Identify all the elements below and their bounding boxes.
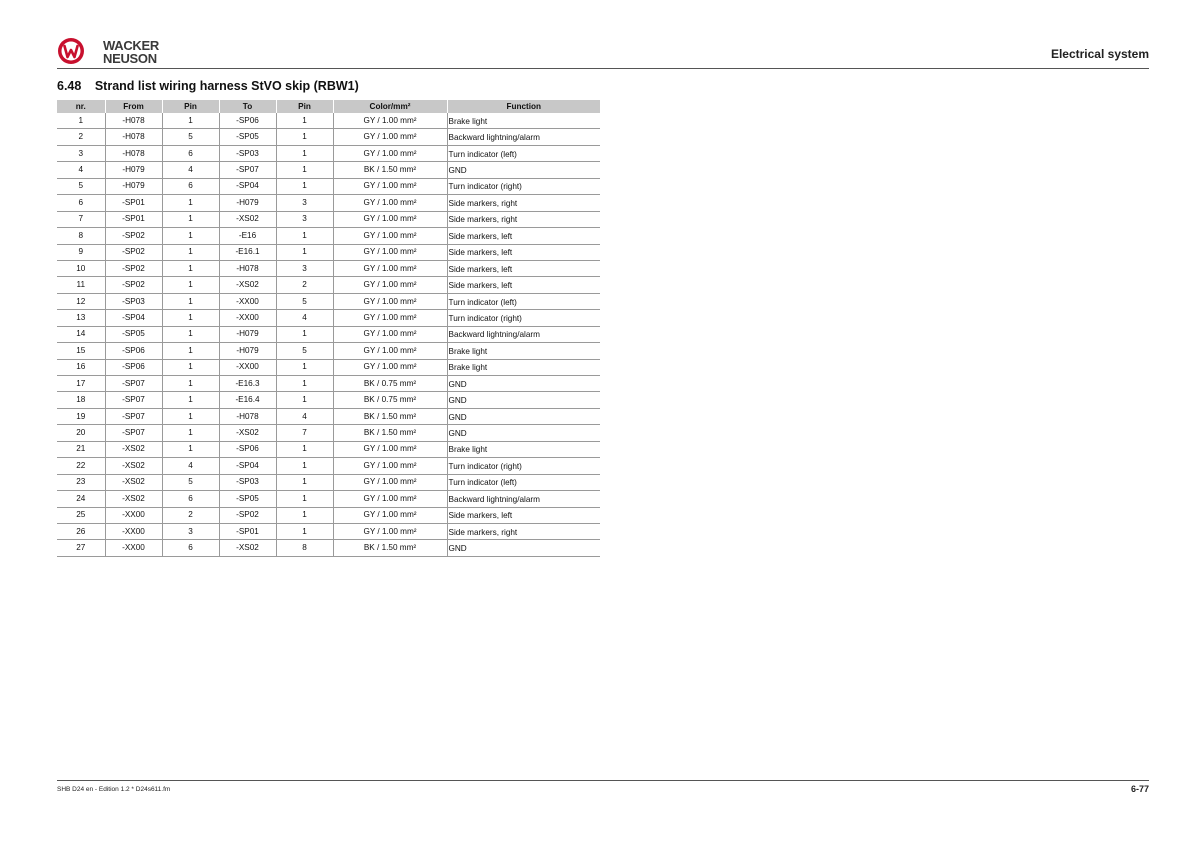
cell-function: Side markers, left: [447, 260, 600, 276]
table-row: [57, 293, 600, 309]
cell-to: -E16: [219, 228, 276, 244]
cell-from: -SP07: [105, 376, 162, 392]
cell-to: -XS02: [219, 211, 276, 227]
cell-function: Turn indicator (right): [447, 458, 600, 474]
cell-nr: 5: [57, 178, 105, 194]
cell-nr: 16: [57, 359, 105, 375]
cell-nr: 9: [57, 244, 105, 260]
cell-to-pin: 1: [276, 392, 333, 408]
heading-title: Strand list wiring harness StVO skip (RBW1): [94, 79, 359, 93]
cell-from-pin: 1: [162, 441, 219, 457]
cell-to-pin: 5: [276, 293, 333, 309]
cell-color: BK / 1.50 mm²: [333, 408, 447, 424]
cell-nr: 21: [57, 441, 105, 457]
cell-color: GY / 1.00 mm²: [333, 178, 447, 194]
cell-nr: 18: [57, 392, 105, 408]
cell-to: -XS02: [219, 540, 276, 556]
cell-function: Brake light: [447, 359, 600, 375]
cell-nr: 4: [57, 162, 105, 178]
table-row: [57, 162, 600, 178]
cell-to-pin: 1: [276, 145, 333, 161]
cell-color: GY / 1.00 mm²: [333, 310, 447, 326]
col-header-to: To: [219, 100, 276, 113]
table-row: [57, 228, 600, 244]
table-row: [57, 523, 600, 539]
cell-color: GY / 1.00 mm²: [333, 260, 447, 276]
cell-to-pin: 4: [276, 408, 333, 424]
cell-function: Side markers, left: [447, 244, 600, 260]
table-row: [57, 491, 600, 507]
cell-to-pin: 1: [276, 228, 333, 244]
cell-from-pin: 1: [162, 244, 219, 260]
cell-to: -SP01: [219, 523, 276, 539]
table-row: [57, 408, 600, 424]
cell-function: Turn indicator (right): [447, 310, 600, 326]
cell-from-pin: 1: [162, 425, 219, 441]
col-header-from-pin: Pin: [162, 100, 219, 113]
cell-from: -XS02: [105, 441, 162, 457]
cell-from: -SP02: [105, 260, 162, 276]
table-row: [57, 277, 600, 293]
cell-color: BK / 1.50 mm²: [333, 540, 447, 556]
cell-nr: 11: [57, 277, 105, 293]
cell-to: -XS02: [219, 277, 276, 293]
cell-function: GND: [447, 392, 600, 408]
cell-to-pin: 1: [276, 178, 333, 194]
cell-from-pin: 1: [162, 326, 219, 342]
cell-nr: 14: [57, 326, 105, 342]
table-row: [57, 113, 600, 129]
svg-text:WACKER: WACKER: [103, 38, 159, 53]
cell-to-pin: 1: [276, 491, 333, 507]
cell-function: GND: [447, 425, 600, 441]
table-row: [57, 195, 600, 211]
page-heading: [57, 79, 359, 93]
col-header-function: Function: [447, 100, 600, 113]
cell-nr: 7: [57, 211, 105, 227]
cell-to: -SP06: [219, 113, 276, 129]
table-row: [57, 474, 600, 490]
cell-to-pin: 1: [276, 474, 333, 490]
cell-from: -H079: [105, 178, 162, 194]
cell-from-pin: 1: [162, 343, 219, 359]
cell-function: GND: [447, 540, 600, 556]
col-header-nr: nr.: [57, 100, 105, 113]
cell-to: -H078: [219, 408, 276, 424]
cell-to-pin: 1: [276, 458, 333, 474]
cell-from: -XS02: [105, 458, 162, 474]
table-row: [57, 178, 600, 194]
table-row: [57, 343, 600, 359]
cell-from: -SP03: [105, 293, 162, 309]
cell-function: Side markers, right: [447, 195, 600, 211]
table-row: [57, 441, 600, 457]
cell-from: -SP02: [105, 277, 162, 293]
cell-nr: 20: [57, 425, 105, 441]
cell-to: -SP03: [219, 474, 276, 490]
cell-function: Brake light: [447, 441, 600, 457]
cell-to-pin: 1: [276, 507, 333, 523]
svg-text:NEUSON: NEUSON: [103, 51, 157, 66]
cell-to: -SP06: [219, 441, 276, 457]
cell-from-pin: 1: [162, 376, 219, 392]
cell-nr: 22: [57, 458, 105, 474]
cell-function: Turn indicator (left): [447, 145, 600, 161]
cell-function: Side markers, right: [447, 211, 600, 227]
cell-color: GY / 1.00 mm²: [333, 129, 447, 145]
cell-from-pin: 1: [162, 211, 219, 227]
cell-from: -SP06: [105, 359, 162, 375]
cell-nr: 26: [57, 523, 105, 539]
wacker-neuson-logo: [57, 36, 177, 66]
cell-color: BK / 0.75 mm²: [333, 376, 447, 392]
cell-to-pin: 1: [276, 441, 333, 457]
cell-color: GY / 1.00 mm²: [333, 359, 447, 375]
cell-to-pin: 2: [276, 277, 333, 293]
cell-function: Side markers, left: [447, 277, 600, 293]
footer-edition: SHB D24 en - Edition 1.2 * D24s611.fm: [57, 786, 171, 793]
cell-color: GY / 1.00 mm²: [333, 145, 447, 161]
heading-number: 6.48: [57, 79, 82, 93]
cell-color: GY / 1.00 mm²: [333, 244, 447, 260]
cell-color: GY / 1.00 mm²: [333, 343, 447, 359]
cell-from-pin: 1: [162, 408, 219, 424]
cell-function: Turn indicator (left): [447, 293, 600, 309]
cell-to-pin: 1: [276, 129, 333, 145]
cell-nr: 15: [57, 343, 105, 359]
cell-to: -SP07: [219, 162, 276, 178]
cell-color: GY / 1.00 mm²: [333, 491, 447, 507]
cell-color: GY / 1.00 mm²: [333, 277, 447, 293]
cell-from-pin: 1: [162, 293, 219, 309]
cell-from: -SP07: [105, 425, 162, 441]
cell-to: -SP05: [219, 129, 276, 145]
table-row: [57, 540, 600, 556]
cell-to: -H078: [219, 260, 276, 276]
cell-nr: 1: [57, 113, 105, 129]
cell-from: -H078: [105, 129, 162, 145]
col-header-to-pin: Pin: [276, 100, 333, 113]
cell-from-pin: 5: [162, 474, 219, 490]
cell-color: GY / 1.00 mm²: [333, 474, 447, 490]
strand-list-table: [57, 100, 600, 557]
cell-from-pin: 2: [162, 507, 219, 523]
cell-to: -SP02: [219, 507, 276, 523]
cell-color: GY / 1.00 mm²: [333, 326, 447, 342]
cell-from: -SP01: [105, 211, 162, 227]
cell-to: -SP04: [219, 178, 276, 194]
cell-to: -E16.1: [219, 244, 276, 260]
cell-function: Side markers, left: [447, 507, 600, 523]
cell-from-pin: 3: [162, 523, 219, 539]
cell-function: Turn indicator (left): [447, 474, 600, 490]
table-row: [57, 507, 600, 523]
cell-to-pin: 5: [276, 343, 333, 359]
cell-from: -H078: [105, 113, 162, 129]
cell-color: GY / 1.00 mm²: [333, 195, 447, 211]
cell-color: GY / 1.00 mm²: [333, 458, 447, 474]
cell-to-pin: 1: [276, 326, 333, 342]
cell-from: -XS02: [105, 474, 162, 490]
cell-from-pin: 4: [162, 162, 219, 178]
cell-to: -H079: [219, 195, 276, 211]
cell-to-pin: 1: [276, 523, 333, 539]
cell-from: -XX00: [105, 507, 162, 523]
table-row: [57, 326, 600, 342]
cell-from-pin: 1: [162, 392, 219, 408]
cell-from-pin: 4: [162, 458, 219, 474]
cell-color: GY / 1.00 mm²: [333, 523, 447, 539]
table-row: [57, 425, 600, 441]
cell-nr: 25: [57, 507, 105, 523]
cell-from: -SP02: [105, 244, 162, 260]
cell-from-pin: 1: [162, 195, 219, 211]
cell-to: -XX00: [219, 359, 276, 375]
cell-from: -SP05: [105, 326, 162, 342]
cell-from: -XX00: [105, 540, 162, 556]
cell-to: -H079: [219, 343, 276, 359]
cell-function: Turn indicator (right): [447, 178, 600, 194]
cell-nr: 10: [57, 260, 105, 276]
cell-nr: 13: [57, 310, 105, 326]
cell-color: BK / 1.50 mm²: [333, 425, 447, 441]
cell-function: Backward lightning/alarm: [447, 326, 600, 342]
cell-to-pin: 1: [276, 359, 333, 375]
cell-nr: 17: [57, 376, 105, 392]
cell-from-pin: 6: [162, 145, 219, 161]
page-number: 6-77: [1130, 784, 1149, 794]
cell-nr: 3: [57, 145, 105, 161]
cell-from-pin: 1: [162, 359, 219, 375]
cell-nr: 19: [57, 408, 105, 424]
table-header-row: [57, 100, 600, 113]
cell-color: GY / 1.00 mm²: [333, 507, 447, 523]
cell-from: -H078: [105, 145, 162, 161]
cell-to: -E16.3: [219, 376, 276, 392]
cell-color: GY / 1.00 mm²: [333, 211, 447, 227]
cell-to: -E16.4: [219, 392, 276, 408]
cell-color: GY / 1.00 mm²: [333, 293, 447, 309]
cell-to: -SP03: [219, 145, 276, 161]
col-header-from: From: [105, 100, 162, 113]
cell-color: GY / 1.00 mm²: [333, 113, 447, 129]
cell-from-pin: 5: [162, 129, 219, 145]
cell-function: Backward lightning/alarm: [447, 129, 600, 145]
header-divider: [57, 68, 1149, 69]
cell-to: -XX00: [219, 310, 276, 326]
cell-from: -SP07: [105, 392, 162, 408]
table-row: [57, 211, 600, 227]
cell-to-pin: 1: [276, 162, 333, 178]
cell-to: -H079: [219, 326, 276, 342]
cell-to-pin: 7: [276, 425, 333, 441]
table-body: [57, 113, 600, 556]
cell-from-pin: 1: [162, 277, 219, 293]
table-row: [57, 145, 600, 161]
cell-from: -XS02: [105, 491, 162, 507]
cell-from-pin: 1: [162, 310, 219, 326]
cell-function: Side markers, right: [447, 523, 600, 539]
cell-to: -SP04: [219, 458, 276, 474]
cell-function: Side markers, left: [447, 228, 600, 244]
cell-nr: 2: [57, 129, 105, 145]
cell-from: -H079: [105, 162, 162, 178]
cell-to-pin: 1: [276, 113, 333, 129]
cell-from-pin: 1: [162, 260, 219, 276]
cell-from: -SP06: [105, 343, 162, 359]
cell-from: -SP02: [105, 228, 162, 244]
cell-to-pin: 4: [276, 310, 333, 326]
cell-function: GND: [447, 162, 600, 178]
cell-nr: 24: [57, 491, 105, 507]
cell-to: -SP05: [219, 491, 276, 507]
table-row: [57, 260, 600, 276]
cell-from-pin: 6: [162, 178, 219, 194]
table-row: [57, 310, 600, 326]
cell-from: -XX00: [105, 523, 162, 539]
cell-color: BK / 1.50 mm²: [333, 162, 447, 178]
cell-to-pin: 1: [276, 376, 333, 392]
cell-to: -XS02: [219, 425, 276, 441]
cell-from: -SP07: [105, 408, 162, 424]
cell-nr: 8: [57, 228, 105, 244]
cell-to-pin: 3: [276, 211, 333, 227]
cell-from-pin: 1: [162, 228, 219, 244]
table-row: [57, 359, 600, 375]
cell-function: Brake light: [447, 113, 600, 129]
cell-to: -XX00: [219, 293, 276, 309]
table-row: [57, 376, 600, 392]
cell-from-pin: 1: [162, 113, 219, 129]
cell-nr: 6: [57, 195, 105, 211]
cell-from: -SP01: [105, 195, 162, 211]
cell-nr: 12: [57, 293, 105, 309]
section-title: Electrical system: [1050, 47, 1149, 61]
table-row: [57, 244, 600, 260]
cell-from-pin: 6: [162, 540, 219, 556]
cell-function: GND: [447, 376, 600, 392]
cell-to-pin: 3: [276, 195, 333, 211]
cell-to-pin: 1: [276, 244, 333, 260]
footer-divider: [57, 780, 1149, 781]
cell-function: GND: [447, 408, 600, 424]
cell-nr: 27: [57, 540, 105, 556]
cell-function: Brake light: [447, 343, 600, 359]
col-header-color: Color/mm²: [333, 100, 447, 113]
cell-color: BK / 0.75 mm²: [333, 392, 447, 408]
cell-function: Backward lightning/alarm: [447, 491, 600, 507]
table-row: [57, 458, 600, 474]
cell-to-pin: 3: [276, 260, 333, 276]
cell-nr: 23: [57, 474, 105, 490]
cell-color: GY / 1.00 mm²: [333, 441, 447, 457]
cell-to-pin: 8: [276, 540, 333, 556]
table-row: [57, 129, 600, 145]
table-row: [57, 392, 600, 408]
cell-from-pin: 6: [162, 491, 219, 507]
cell-color: GY / 1.00 mm²: [333, 228, 447, 244]
cell-from: -SP04: [105, 310, 162, 326]
